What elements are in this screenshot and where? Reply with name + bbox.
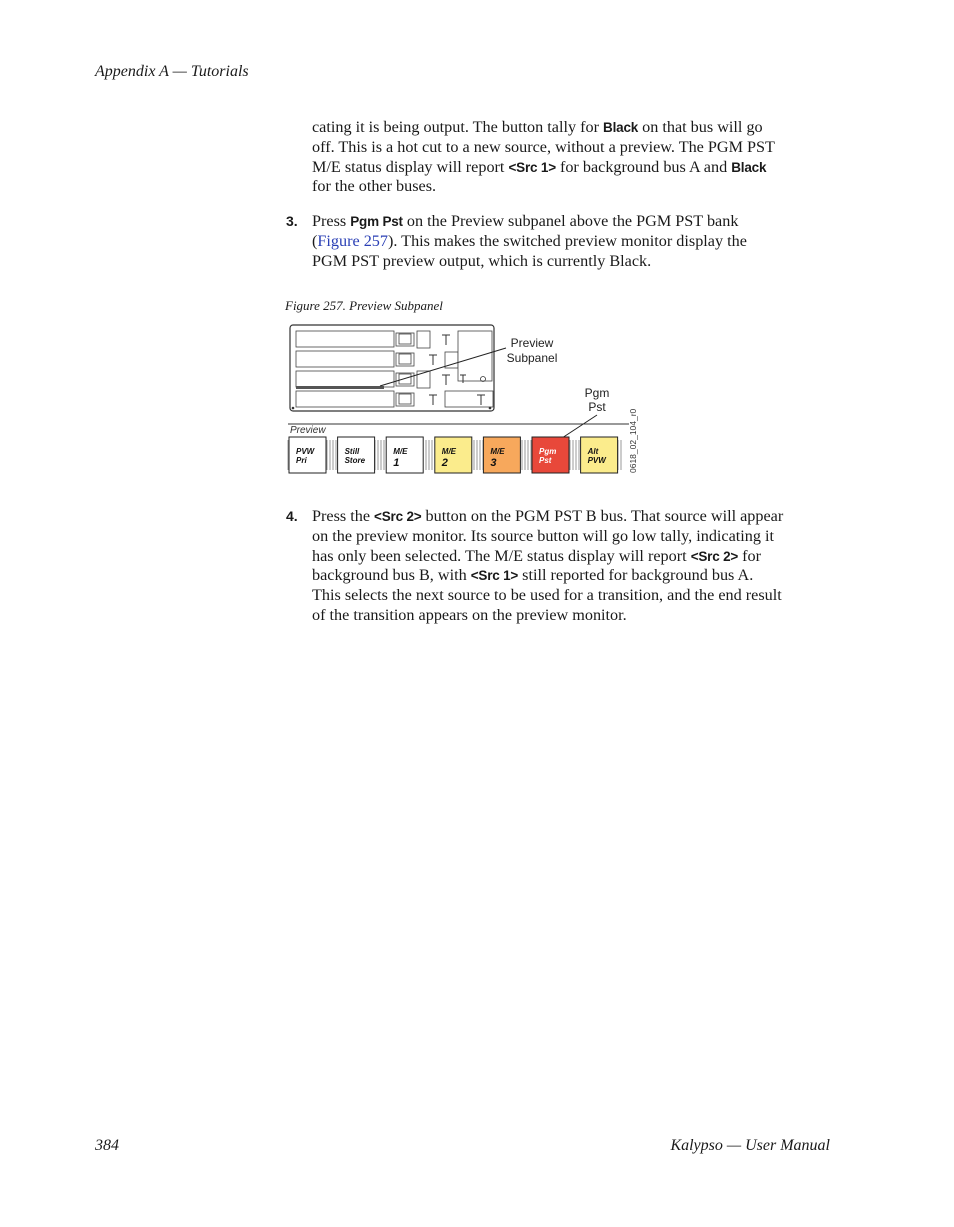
preview-panel-label: Preview [290, 425, 326, 436]
button-label-line1: Pgm [539, 447, 557, 456]
preview-button-m-e-3[interactable] [483, 437, 520, 473]
footer-title: Kalypso — User Manual [670, 1137, 830, 1154]
preview-button-pvw-pri[interactable] [289, 437, 326, 473]
button-label-line2: 3 [490, 457, 497, 469]
callout-pgm-line2: Pst [588, 400, 606, 414]
button-label-line1: M/E [490, 447, 505, 456]
button-label-line1: M/E [393, 447, 408, 456]
step-number: 4. [286, 508, 298, 524]
keyword-src2: <Src 2> [374, 509, 422, 524]
figure-id-label: 0618_02_104_r0 [628, 408, 638, 473]
page-number: 384 [95, 1137, 119, 1154]
button-label-line2: 1 [393, 457, 400, 469]
button-label-line2: PVW [587, 456, 606, 465]
keyword-black: Black [603, 120, 639, 135]
keyword-src1: <Src 1> [508, 159, 556, 175]
button-label-line2: Pri [296, 456, 307, 465]
screw-icon [489, 407, 492, 410]
button-label-line2: Store [344, 456, 366, 465]
step-4-text: Press the <Src 2> button on the PGM PST B bus. That source will appear on the preview monitor. Its source button will go low tally, indicating it has only been selected. The M/E status display will report <Src 2> for background bus B, with <Src 1> still reported for background bus A. This selects the next source to be used for a transition, and the end result of the transition appears on the preview monitor. [312, 507, 784, 624]
preview-button-alt-pvw[interactable] [581, 437, 618, 473]
callout-preview-line1: Preview [510, 336, 554, 350]
callout-preview-line2: Subpanel [506, 351, 558, 365]
preview-buttons [289, 437, 618, 473]
running-header: Appendix A — Tutorials [95, 63, 249, 80]
step-number: 3. [286, 213, 298, 229]
figure-svg [284, 320, 644, 480]
button-label-line1: Alt [587, 447, 599, 456]
keyword-pgm-pst: Pgm Pst [350, 214, 403, 229]
keyword-src1: <Src 1> [470, 568, 519, 584]
preview-button-pgm-pst[interactable] [532, 437, 569, 473]
figure-link[interactable]: Figure 257 [317, 231, 388, 250]
preview-button-m-e-1[interactable] [386, 437, 423, 473]
preview-strip [296, 386, 384, 389]
callout-pgm-line1: Pgm [584, 386, 610, 400]
button-label-line2: 2 [441, 457, 448, 469]
button-label-line2: Pst [539, 456, 552, 465]
button-label-line1: Still [344, 447, 360, 456]
preview-button-still-store[interactable] [338, 437, 375, 473]
preview-subpanel-figure [284, 320, 644, 480]
callout-leader-pgm [562, 415, 597, 438]
preview-button-m-e-2[interactable] [435, 437, 472, 473]
button-label-line1: M/E [441, 447, 457, 456]
paragraph-intro: cating it is being output. The button tally for Black on that bus will go off. This is a hot cut to a new source, without a preview. The PGM PST M/E status display will report <Src 1> for background bus A and Black for the other buses. [312, 118, 775, 196]
screw-icon [292, 407, 295, 410]
figure-caption: Figure 257. Preview Subpanel [285, 298, 443, 313]
keyword-black: Black [731, 159, 767, 175]
step-3-text: Press Pgm Pst on the Preview subpanel above the PGM PST bank (Figure 257). This makes the switched preview monitor display the PGM PST preview output, which is currently Black. [312, 212, 747, 270]
keyword-src2: <Src 2> [690, 548, 739, 564]
button-label-line1: PVW [296, 447, 315, 456]
